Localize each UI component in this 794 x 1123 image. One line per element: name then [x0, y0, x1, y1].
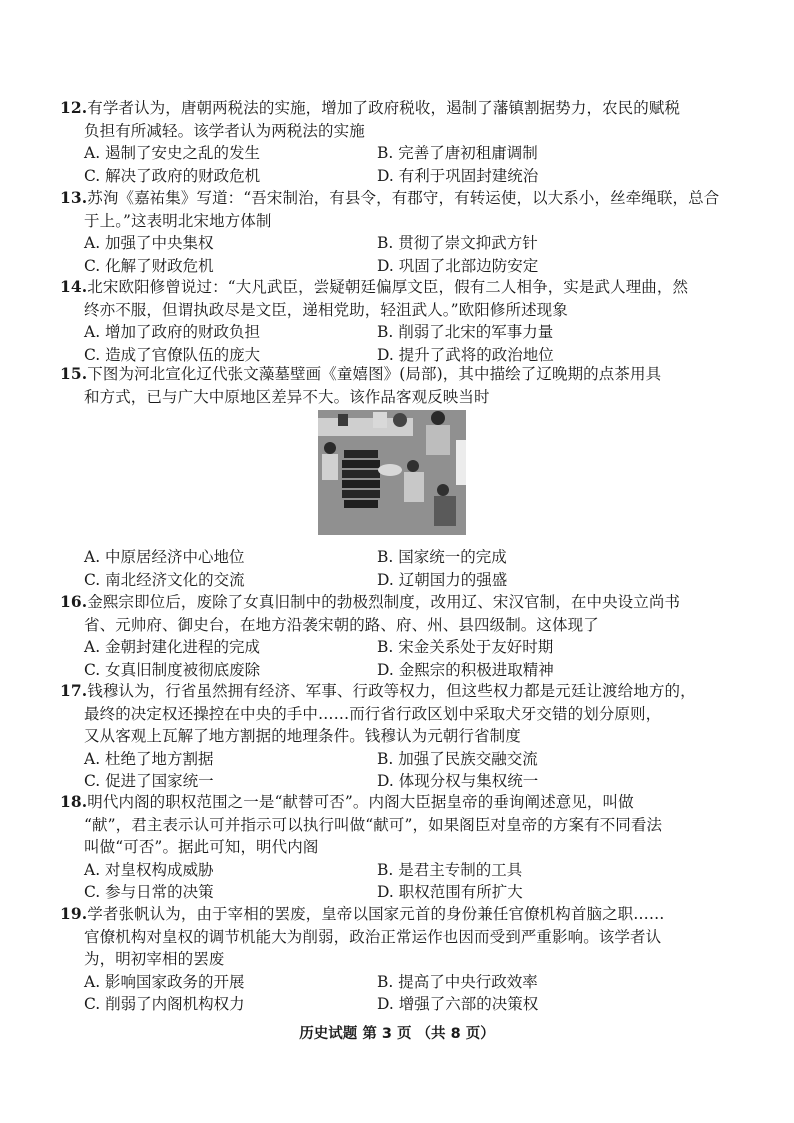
question-16 [60, 591, 750, 681]
question-stem [60, 276, 750, 299]
question-number: 16. [60, 592, 88, 611]
question-15 [60, 363, 750, 408]
option-c[interactable]: C. 女真旧制度被彻底废除 [84, 660, 261, 679]
option-b[interactable]: B. 国家统一的完成 [377, 548, 507, 566]
options [60, 321, 750, 366]
stem-line: 又从客观上瓦解了地方割据的地理条件。钱穆认为元朝行省制度 [84, 727, 521, 745]
option-d[interactable]: D. 有利于巩固封建统治 [377, 166, 539, 185]
stem-line: 最终的决定权还操控在中央的手中……而行省行政区划中采取犬牙交错的划分原则， [84, 704, 662, 723]
question-18 [60, 791, 750, 904]
question-number: 17. [60, 681, 88, 700]
stem-line: 有学者认为，唐朝两税法的实施，增加了政府税收，遏制了藩镇割据势力，农民的赋税 [87, 99, 681, 117]
question-stem [60, 680, 750, 703]
option-b[interactable]: B. 加强了民族交融交流 [377, 749, 538, 768]
question-number: 12. [60, 98, 88, 117]
stem-line: 钱穆认为，行省虽然拥有经济、军事、行政等权力，但这些权力都是元廷让渡给地方的， [87, 682, 696, 700]
question-13 [60, 187, 750, 277]
stem-line: 负担有所减轻。该学者认为两税法的实施 [84, 121, 365, 140]
option-b[interactable]: B. 宋金关系处于友好时期 [377, 638, 554, 656]
option-b[interactable]: B. 提高了中央行政效率 [377, 972, 538, 991]
option-a[interactable]: A. 对皇权构成威胁 [84, 860, 214, 879]
option-c[interactable]: C. 化解了财政危机 [84, 256, 214, 275]
option-a[interactable]: A. 金朝封建化进程的完成 [84, 638, 261, 656]
options [60, 232, 750, 277]
option-d[interactable]: D. 提升了武将的政治地位 [377, 345, 554, 364]
question-number: 15. [60, 364, 88, 383]
option-c[interactable]: C. 促进了国家统一 [84, 772, 214, 790]
stem-line: 北宋欧阳修曾说过：“大凡武臣，尝疑朝廷偏厚文臣，假有二人相争，实是武人理曲，然 [87, 278, 689, 296]
stem-line: “献”，君主表示认可并指示可以执行叫做“献可”，如果阁臣对皇帝的方案有不同看法 [84, 815, 663, 834]
option-a[interactable]: A. 影响国家政务的开展 [84, 972, 245, 991]
question-stem [60, 903, 750, 926]
option-c[interactable]: C. 削弱了内阁机构权力 [84, 995, 245, 1013]
option-c[interactable]: C. 解决了政府的财政危机 [84, 166, 261, 185]
option-b[interactable]: B. 削弱了北宋的军事力量 [377, 323, 554, 341]
stem-line: 省、元帅府、御史台，在地方沿袭宋朝的路、府、州、县四级制。这体现了 [84, 615, 599, 634]
option-c[interactable]: C. 南北经济文化的交流 [84, 570, 245, 589]
stem-line: 和方式，已与广大中原地区差异不大。该作品客观反映当时 [84, 387, 490, 406]
option-b[interactable]: B. 完善了唐初租庸调制 [377, 144, 538, 162]
question-stem [60, 791, 750, 814]
question-stem [60, 187, 750, 210]
options [60, 748, 750, 793]
stem-line: 苏洵《嘉祐集》写道：“吾宋制治，有县令，有郡守，有转运使，以大系小，丝牵绳联，总合 [87, 189, 720, 207]
stem-line: 金熙宗即位后，废除了女真旧制中的勃极烈制度，改用辽、宋汉官制，在中央设立尚书 [87, 593, 681, 611]
question-19 [60, 903, 750, 1016]
stem-line: 学者张帆认为，由于宰相的罢废，皇帝以国家元首的身份兼任官僚机构首脑之职…… [87, 905, 665, 923]
question-17 [60, 680, 750, 793]
question-12 [60, 97, 750, 187]
question-number: 14. [60, 277, 88, 296]
stem-line: 下图为河北宣化辽代张文藻墓壁画《童嬉图》(局部)，其中描绘了辽晚期的点茶用具 [87, 365, 662, 383]
option-a[interactable]: A. 杜绝了地方割据 [84, 749, 214, 768]
stem-line: 为，明初宰相的罢废 [84, 950, 225, 968]
options [60, 971, 750, 1016]
options [60, 859, 750, 904]
option-a[interactable]: A. 遏制了安史之乱的发生 [84, 144, 261, 162]
question-number: 18. [60, 792, 88, 811]
question-14 [60, 276, 750, 366]
option-d[interactable]: D. 金熙宗的积极进取精神 [377, 660, 554, 679]
option-d[interactable]: D. 增强了六部的决策权 [377, 995, 539, 1013]
stem-line: 终亦不服，但谓执政尽是文臣，递相党助，轻沮武人。”欧阳修所述现象 [84, 300, 568, 319]
option-d[interactable]: D. 职权范围有所扩大 [377, 883, 523, 901]
options [60, 142, 750, 187]
stem-line: 官僚机构对皇权的调节机能大为削弱，政治正常运作也因而受到严重影响。该学者认 [84, 927, 662, 946]
option-c[interactable]: C. 造成了官僚队伍的庞大 [84, 345, 261, 364]
stem-line: 明代内阁的职权范围之一是“献替可否”。内阁大臣据皇帝的垂询阐述意见，叫做 [87, 793, 634, 811]
stem-line: 于上。”这表明北宋地方体制 [84, 211, 272, 230]
options [60, 546, 750, 591]
option-a[interactable]: A. 加强了中央集权 [84, 234, 214, 252]
options [60, 636, 750, 681]
option-d[interactable]: D. 巩固了北部边防安定 [377, 256, 539, 275]
option-c[interactable]: C. 参与日常的决策 [84, 883, 214, 901]
question-number: 13. [60, 188, 88, 207]
question-stem [60, 591, 750, 614]
option-d[interactable]: D. 辽朝国力的强盛 [377, 570, 508, 589]
page-footer: 历史试题 第 3 页 （共 8 页） [299, 1026, 495, 1042]
question-stem [60, 363, 750, 386]
mural-illustration [318, 410, 466, 535]
option-b[interactable]: B. 贯彻了崇文抑武方针 [377, 234, 538, 252]
mural-painting-image [318, 410, 466, 535]
option-a[interactable]: A. 中原居经济中心地位 [84, 548, 245, 566]
option-a[interactable]: A. 增加了政府的财政负担 [84, 323, 261, 341]
question-stem [60, 97, 750, 120]
question-15-options [60, 546, 750, 591]
stem-line: 叫做“可否”。据此可知，明代内阁 [84, 838, 319, 856]
question-number: 19. [60, 904, 88, 923]
option-b[interactable]: B. 是君主专制的工具 [377, 860, 523, 879]
option-d[interactable]: D. 体现分权与集权统一 [377, 772, 539, 790]
